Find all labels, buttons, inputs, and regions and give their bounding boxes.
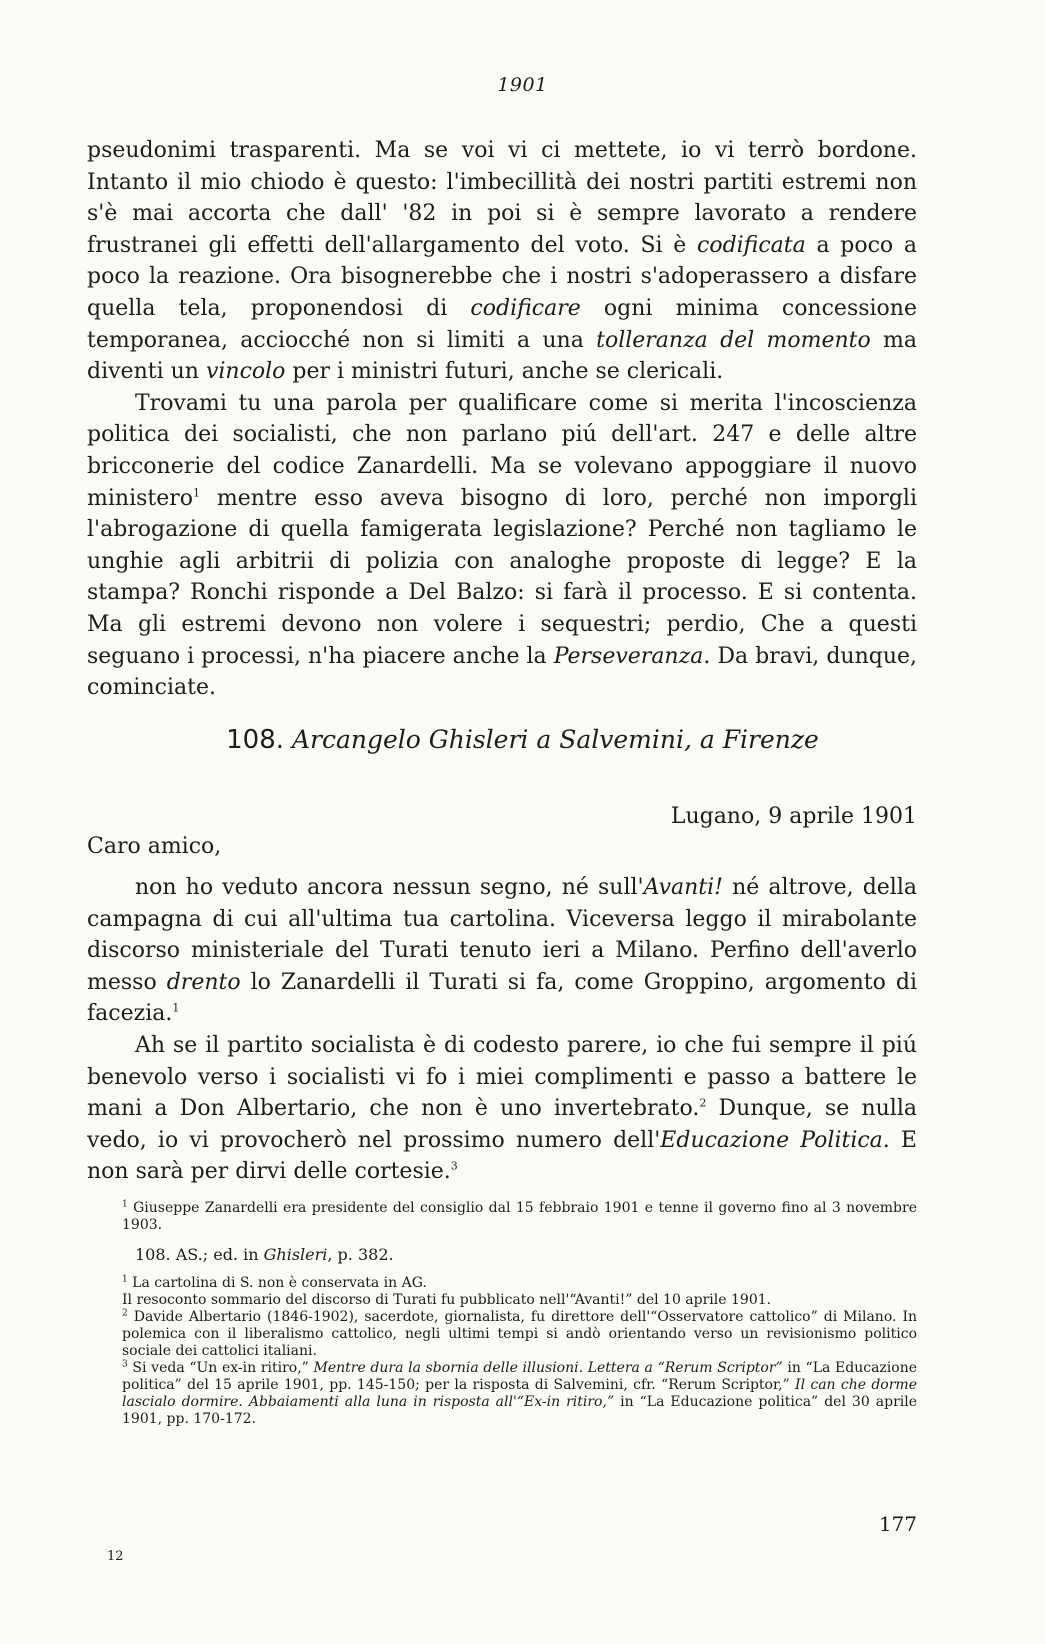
footnote: Il resoconto sommario del discorso di Turati fu pubblicato nell'“Avanti!” del 10 aprile 1901. xyxy=(122,1292,772,1308)
footnote: $^1$ La cartolina di S. non è conservata in AG. xyxy=(122,1274,427,1291)
running-head: 1901 xyxy=(497,74,548,96)
paragraph: pseudonimi trasparenti. Ma se voi vi ci mettete, io vi terrò bordone. Intanto il mio chiodo è questo: l'imbecillità dei nostri partiti estremi non s'è mai accorta che dall' '82 in poi si è sempre lavorato a rendere frustranei gli effetti dell'allargamento del voto. Si è codificata a poco a poco la reazione. Ora bisognerebbe che i nostri s'adoperassero a disfare quella tela, proponendosi di codificare ogni minima concessione temporanea, acciocché non si limiti a una tolleranza del momento ma diventi un vincolo per i ministri futuri, anche se clericali. xyxy=(87,138,917,385)
letter-body xyxy=(87,872,917,1188)
salutation: Caro amico, xyxy=(87,834,222,859)
footnote-ref: 1 xyxy=(193,486,201,500)
footnotes xyxy=(122,1275,917,1428)
footnote-previous-letter: $^1$ Giuseppe Zanardelli era presidente del consiglio dal 15 febbraio 1901 e tenne il governo fino al 3 novembre 1903. xyxy=(122,1199,917,1233)
footnote-ref: 3 xyxy=(450,1160,458,1174)
page-number: 177 xyxy=(878,1512,917,1536)
letter-heading xyxy=(0,725,1045,755)
paragraph: non ho veduto ancora nessun segno, né sull'Avanti! né altrove, della campagna di cui all'ultima tua cartolina. Viceversa leggo il mirabolante discorso ministeriale del Turati tenuto ieri a Milano. Perfino dell'averlo messo drento lo Zanardelli il Turati si fa, come Groppino, argomento di facezia.$^1$ xyxy=(87,875,917,1027)
letter-title: Arcangelo Ghisleri a Salvemini, a Firenze xyxy=(291,725,819,754)
paragraph: Ah se il partito socialista è di codesto parere, io che fui sempre il piú benevolo verso i socialisti vi fo i miei complimenti e passo a battere le mani a Don Albertario, che non è uno invertebrato.$^2$ Dunque, se nulla vedo, io vi provocherò nel prossimo numero dell'Educazione Politica. E non sarà per dirvi delle cortesie.$^3$ xyxy=(87,1032,917,1185)
continued-letter-text xyxy=(87,135,917,704)
source-note: 108. AS.; ed. in Ghisleri, p. 382. xyxy=(135,1245,394,1264)
footnote: $^2$ Davide Albertario (1846-1902), sacerdote, giornalista, fu direttore dell'“Osservatore cattolico” di Milano. In polemica con il liberalismo cattolico, negli ultimi tempi si andò orientando verso un revisionismo politico sociale dei cattolici italiani. xyxy=(122,1308,917,1359)
footnote: $^3$ Si veda “Un ex-in ritiro,” Mentre dura la sbornia delle illusioni. Lettera a “Rerum Scriptor” in “La Educazione politica” del 15 aprile 1901, pp. 145-150; per la risposta di Salvemini, cfr. “Rerum Scriptor,” Il can che dorme lascialo dormire. Abbaiamenti alla luna in risposta all'“Ex-in ritiro,” in “La Educazione politica” del 30 aprile 1901, pp. 170-172. xyxy=(122,1359,918,1427)
dateline: Lugano, 9 aprile 1901 xyxy=(670,804,917,829)
signature-mark: 12 xyxy=(107,1549,124,1564)
footnote-ref: 2 xyxy=(699,1096,707,1110)
letter-number: 108. xyxy=(226,725,285,755)
footnote-ref: 1 xyxy=(172,1002,180,1016)
paragraph: Trovami tu una parola per qualificare come si merita l'incoscienza politica dei socialisti, che non parlano piú dell'art. 247 e delle altre bricconerie del codice Zanardelli. Ma se volevano appoggiare il nuovo ministero$^1$ mentre esso aveva bisogno di loro, perché non imporgli l'abrogazione di quella famigerata legislazione? Perché non tagliamo le unghie agli arbitrii di polizia con analoghe proposte di legge? E la stampa? Ronchi risponde a Del Balzo: si farà il processo. E si contenta. Ma gli estremi devono non volere i sequestri; perdio, Che a questi seguano i processi, n'ha piacere anche la Perseveranza. Da bravi, dunque, cominciate. xyxy=(87,390,918,701)
